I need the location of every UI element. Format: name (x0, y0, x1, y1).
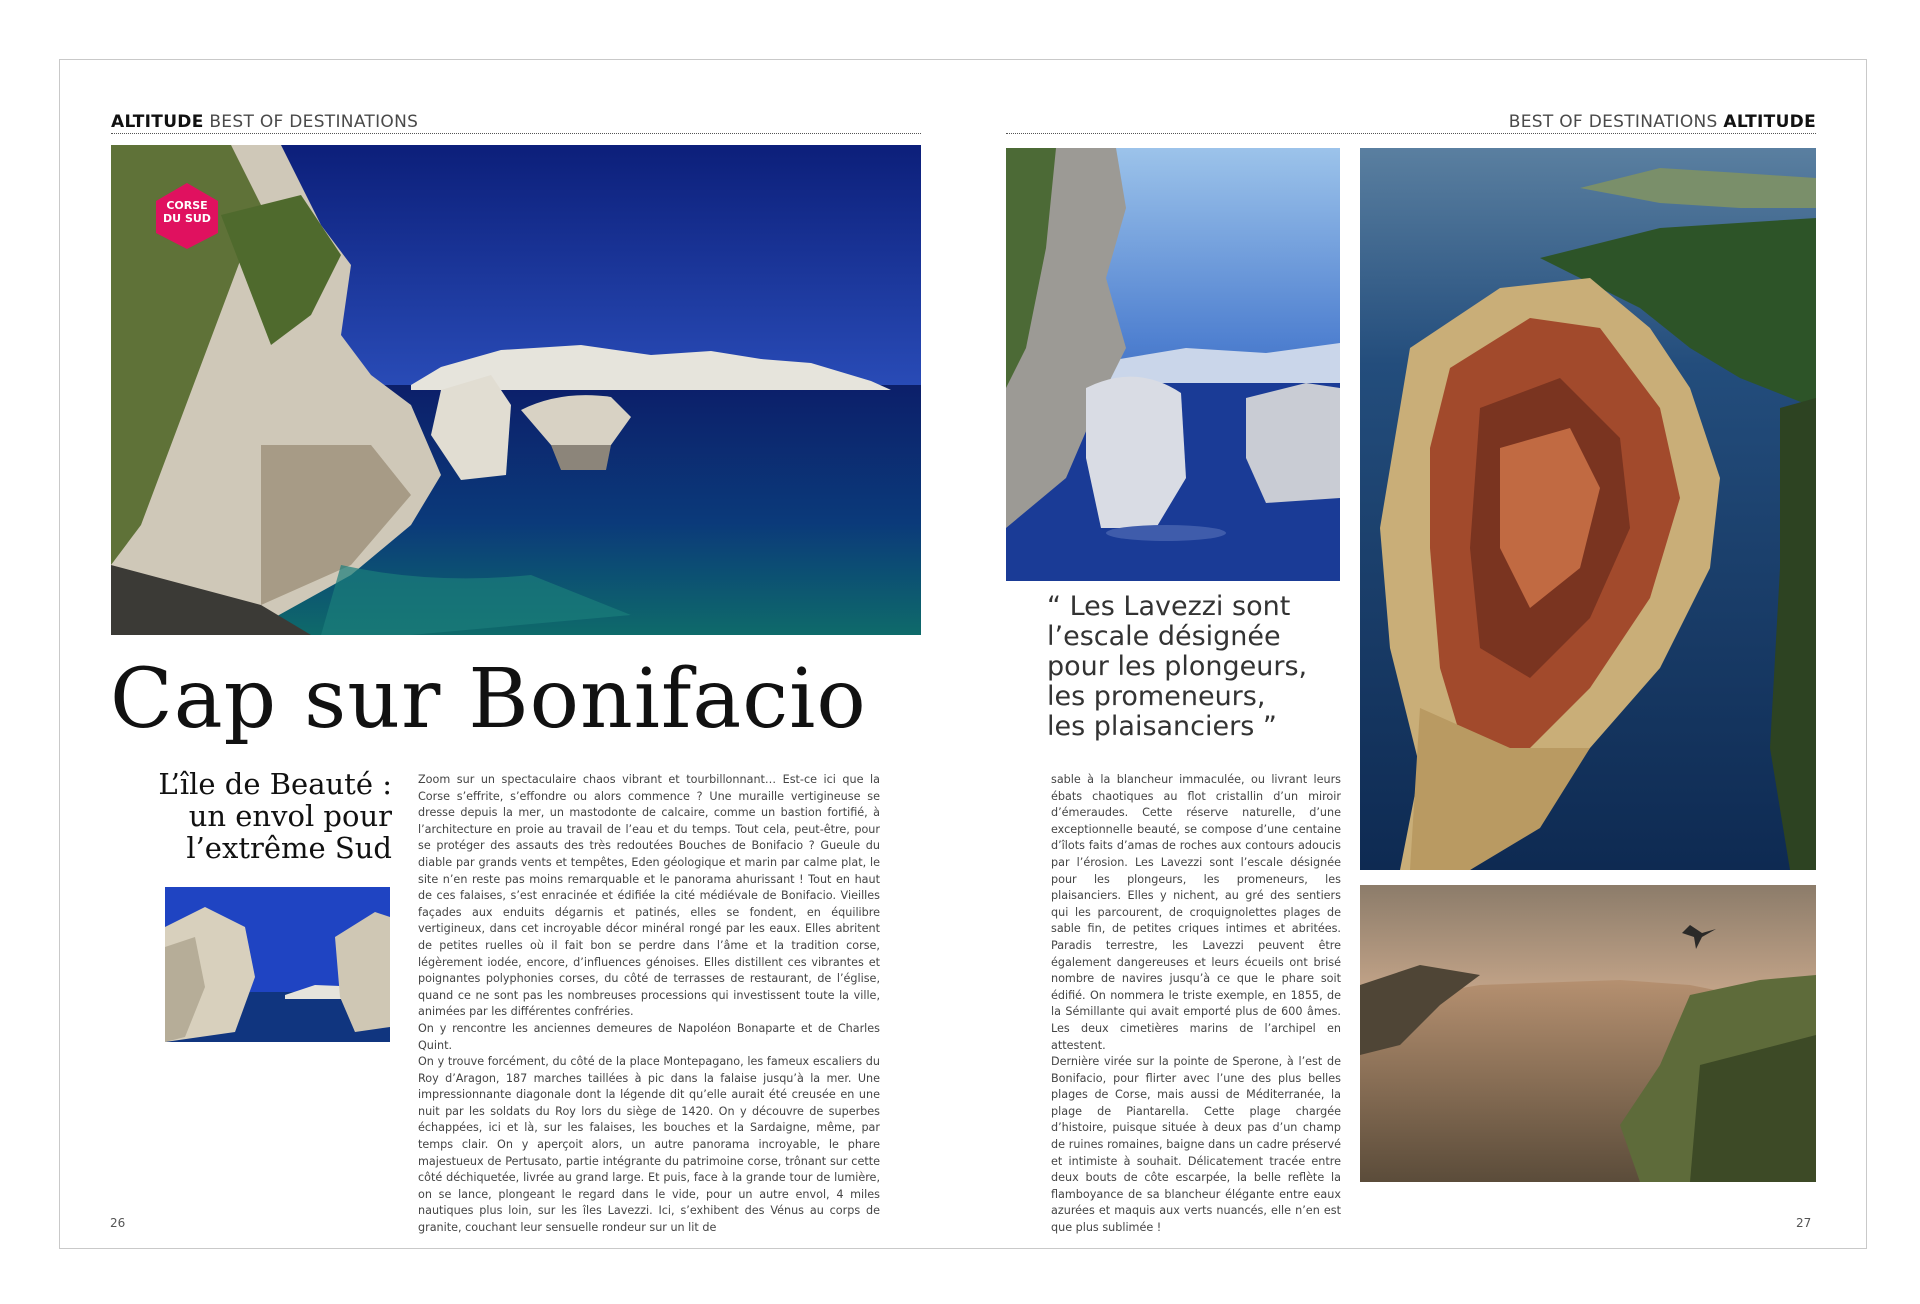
subtitle-line: L’île de Beauté : (158, 767, 392, 801)
subtitle-line: un envol pour (188, 799, 392, 833)
photo-bonifacio-aerial (1360, 148, 1816, 870)
body-column-right (1051, 772, 1341, 1237)
quote-line: pour les plongeurs, (1047, 651, 1308, 682)
hero-photo-cliffs (111, 145, 921, 635)
pull-quote (1047, 592, 1347, 742)
running-head-left: ALTITUDE BEST OF DESTINATIONS (111, 112, 419, 132)
quote-line: l’escale désignée (1047, 621, 1281, 652)
body-paragraph: On y trouve forcément, du côté de la place Montepagano, les fameux escaliers du Roy d’Aragon, 187 marches taillées à pic dans la falaise jusqu’à la mer. Une impressionnante diagonale dont la légende dit qu’elle aurait été creusée en une nuit par les soldats du Roy lors du siège de 1420. On y découvre de superbes échappées, ici et là, sur les falaises, les bouches et la Sardaigne, même, par temps clair. On y aperçoit alors, un autre panorama incroyable, le phare majestueux de Pertusato, partie intégrante du patrimoine corse, trônant sur cette côté déchiquetée, livrée au grand large. Et puis, face à la grande tour de lumière, on se lance, plongeant le regard dans le vide, pour un autre envol, 4 miles nautiques plus loin, sur les îles Lavezzi. Ici, s’exhibent des Vénus au corps de granite, couchant leur sensuelle rondeur sur un lit de (418, 1055, 880, 1235)
inset-photo-rock-arch (165, 887, 390, 1042)
badge-line-2: DU SUD (163, 212, 211, 225)
subtitle-line: l’extrême Sud (186, 831, 392, 865)
badge-line-1: CORSE (166, 199, 208, 212)
quote-line: les plaisanciers ” (1047, 711, 1277, 742)
article-subtitle (110, 768, 392, 864)
quote-line: “ Les Lavezzi sont (1047, 591, 1291, 622)
quote-line: les promeneurs, (1047, 681, 1266, 712)
running-head-right: BEST OF DESTINATIONS ALTITUDE (1508, 112, 1816, 132)
body-paragraph: On y rencontre les anciennes demeures de Napoléon Bonaparte et de Charles Quint. (418, 1021, 880, 1052)
running-head-rule-right (1006, 133, 1816, 134)
photo-sunset-coast (1360, 885, 1816, 1182)
body-column-left (418, 772, 880, 1237)
page-number-right: 27 (1796, 1216, 1812, 1230)
article-title: Cap sur Bonifacio (110, 652, 867, 747)
page-number-left: 26 (110, 1216, 126, 1230)
body-paragraph: Zoom sur un spectaculaire chaos vibrant et tourbillonnant… Est-ce ici que la Corse s’effrite, s’effondre ou alors commence ? Une muraille vertigineuse se dresse depuis la mer, un mastodonte de calcaire, comme un bastion fortifié, à l’architecture en proie au travail de l’eau et du temps. Tout cela, peut-être, pour se protéger des assauts des très redoutées Bouches de Bonifacio ? Gueule du diable par grands vents et tempêtes, Eden géologique et marin par calme plat, le site n’en reste pas moins remarquable et le panorama ahurissant ! Tout en haut de ces falaises, s’est enracinée et édifiée la cité médiévale de Bonifacio. Vieilles façades aux enduits dégarnis et patinés, elles se fondent, en équilibre vertigineux, dans cet incroyable décor minéral rongé par les eaux. Elles abritent de petites ruelles où il fait bon se perdre dans l’âme et la tradition corse, légèrement iodée, encore, d’influences génoises. Elles distillent ces vibrantes et poignantes polyphonies corses, du côté de terrasses de restaurant, de l’église, quand ce ne sont pas les nombreuses processions qui investissent toute la ville, animées par les différentes confréries. (418, 773, 880, 1019)
body-paragraph: sable à la blancheur immaculée, ou livrant leurs ébats chaotiques au flot cristallin d’un miroir d’émeraudes. Cette réserve naturelle, d’une exceptionnelle beauté, se compose d’une centaine d’îlots faits d’amas de roches aux contours adoucis par l’érosion. Les Lavezzi sont l’escale désignée pour les plongeurs, les promeneurs, les plaisanciers. Elles y nichent, au gré des sentiers qui les parcourent, de croquignolettes plages de sable fin, de petites criques intimes et abritées. Paradis terrestre, les Lavezzi peuvent être également dangereuses et leurs écueils ont brisé nombre de navires jusqu’à ce que le phare soit édifié. On nommera le triste exemple, en 1855, de la Sémillante qui avait emporté plus de 600 âmes. Les deux cimetières marins de l’archipel en attestent. (1051, 773, 1341, 1052)
region-badge (152, 181, 222, 251)
body-paragraph: Dernière virée sur la pointe de Sperone, à l’est de Bonifacio, pour flirter avec l’une des plus belles plages de Corse, mais aussi de Méditerranée, la plage de Piantarella. Cette plage chargée d’histoire, puisque située à deux pas d’un champ de ruines romaines, baigne dans un cadre préservé et intimiste à souhait. Délicatement tracée entre deux bouts de côte escarpée, la belle reflète la flamboyance de sa blancheur élégante entre eaux azurées et maquis aux verts nuancés, elle n’en est que plus sublimée ! (1051, 1055, 1341, 1235)
running-head-rule-left (111, 133, 921, 134)
photo-grain-de-sable (1006, 148, 1340, 581)
